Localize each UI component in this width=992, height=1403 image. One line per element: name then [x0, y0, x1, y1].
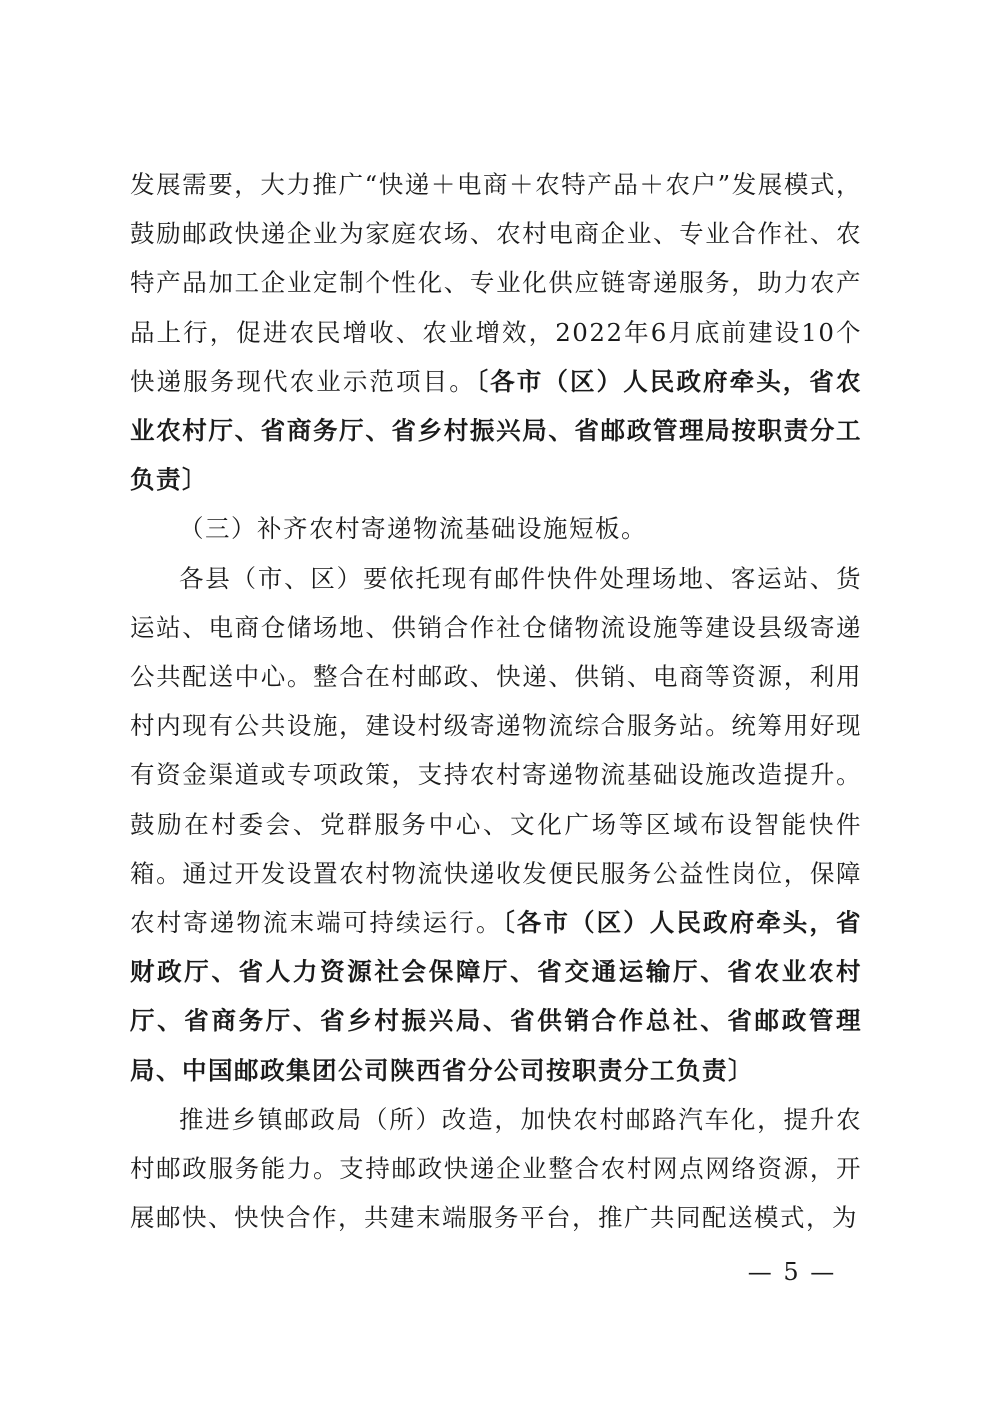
section-heading: （三）补齐农村寄递物流基础设施短板。 — [179, 514, 647, 544]
body-text — [130, 160, 862, 1242]
paragraph-3: 推进乡镇邮政局（所）改造，加快农村邮路汽车化，提升农村邮政服务能力。支持邮政快递企业整合农村网点网络资源，开展邮快、快快合作，共建末端服务平台，推广共同配送模式，为 — [130, 1104, 862, 1233]
paragraph-1-responsibility: 〔各市（区）人民政府牵头，省农业农村厅、省商务厅、省乡村振兴局、省邮政管理局按职责分工负责〕 — [130, 366, 863, 495]
paragraph-1-text: 发展需要，大力推广“快递＋电商＋农特产品＋农户”发展模式，鼓励邮政快递企业为家庭农场、农村电商企业、专业合作社、农特产品加工企业定制个性化、专业化供应链寄递服务，助力农产品上行，促进农民增收、农业增效，2022年6月底前建设10个快递服务现代农业示范项目。 — [130, 170, 862, 396]
paragraph-2-text: 各县（市、区）要依托现有邮件快件处理场地、客运站、货运站、电商仓储场地、供销合作社仓储物流设施等建设县级寄递公共配送中心。整合在村邮政、快递、供销、电商等资源，利用村内现有公共设施，建设村级寄递物流综合服务站。统筹用好现有资金渠道或专项政策，支持农村寄递物流基础设施改造提升。鼓励在村委会、党群服务中心、文化广场等区域布设智能快件箱。通过开发设置农村物流快递收发便民服务公益性岗位，保障农村寄递物流末端可持续运行。 — [130, 563, 862, 938]
page-number: — 5 — — [747, 1258, 837, 1286]
paragraph-2-responsibility: 〔各市（区）人民政府牵头，省财政厅、省人力资源社会保障厅、省交通运输厅、省农业农村厅、省商务厅、省乡村振兴局、省供销合作总社、省邮政管理局、中国邮政集团公司陕西省分公司按职责分工负责〕 — [130, 908, 863, 1085]
paragraph-1 — [130, 160, 862, 504]
paragraph-2 — [130, 554, 862, 1095]
